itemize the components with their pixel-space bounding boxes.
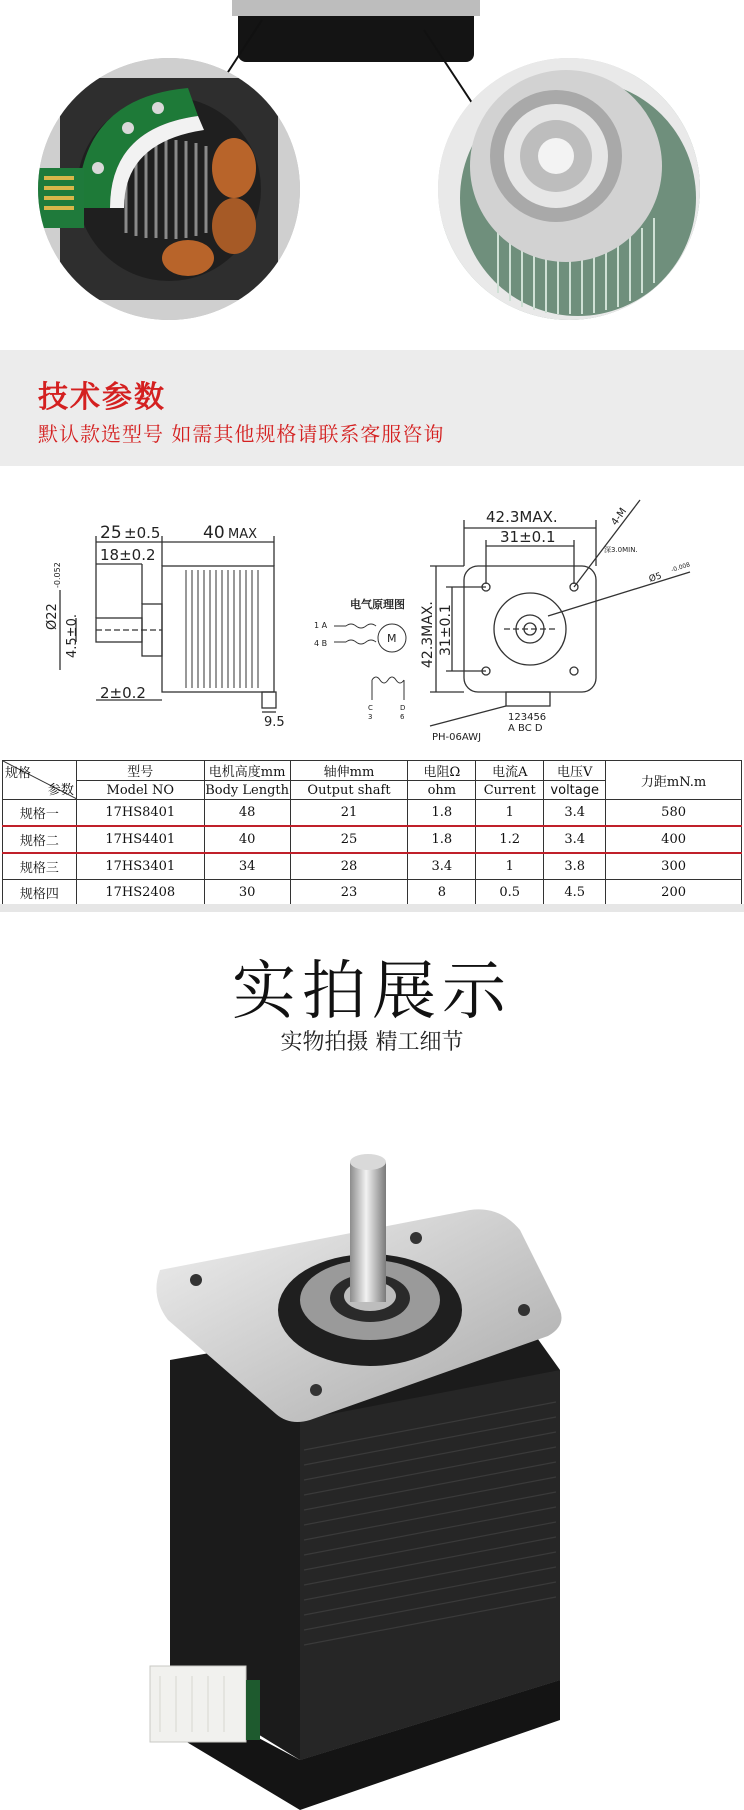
table-bottom-shadow <box>0 904 744 912</box>
cell-resistance: 1.8 <box>408 800 476 827</box>
cell-resistance: 1.8 <box>408 826 476 853</box>
dim-40: 40 <box>203 523 225 543</box>
dim-5-tol: -0.008 <box>670 561 692 574</box>
header-cn-length: 电机高度mm <box>204 761 290 781</box>
row-label: 规格三 <box>3 853 77 880</box>
wiring-6: 6 <box>400 713 405 721</box>
spec-table <box>2 760 742 906</box>
wiring-title: 电气原理图 <box>350 598 405 611</box>
dim-40-max: MAX <box>228 527 258 542</box>
cell-shaft: 25 <box>290 826 408 853</box>
wiring-c: C <box>368 704 373 712</box>
tech-params-title: 技术参数 <box>38 380 166 415</box>
cell-length: 48 <box>204 800 290 827</box>
cell-torque: 400 <box>606 826 742 853</box>
connector-name: PH-06AWJ <box>432 732 482 743</box>
cell-current: 0.5 <box>476 880 544 906</box>
side-view <box>60 536 276 712</box>
dim-31-top: 31±0.1 <box>500 528 556 546</box>
wiring-3: 3 <box>368 713 373 721</box>
cell-model: 17HS4401 <box>76 826 204 853</box>
cell-resistance: 8 <box>408 880 476 906</box>
dim-45: 4.5±0. <box>65 614 80 658</box>
header-cn-voltage: 电压V <box>544 761 606 781</box>
table-row <box>3 800 742 827</box>
header-en-voltage: voltage <box>544 781 606 800</box>
header-en-length: Body Length <box>205 782 290 798</box>
cell-torque: 300 <box>606 853 742 880</box>
corner-bottom-label: 参数 <box>47 783 74 798</box>
dim-25-tol: ±0.5 <box>124 524 161 542</box>
photo-section-subtitle: 实物拍摄 精工细节 <box>280 1030 464 1055</box>
detail-photo-area <box>0 0 744 340</box>
table-row <box>3 880 742 906</box>
cell-shaft: 23 <box>290 880 408 906</box>
dim-2: 2±0.2 <box>100 684 146 702</box>
dim-423-side: 42.3MAX. <box>420 601 436 668</box>
corner-top-label: 规格 <box>5 766 32 781</box>
cell-voltage: 3.8 <box>544 853 606 880</box>
table-row <box>3 853 742 880</box>
cell-length: 40 <box>204 826 290 853</box>
cell-voltage: 3.4 <box>544 800 606 827</box>
dim-423-top: 42.3MAX. <box>486 508 558 526</box>
connector-pins: 123456 <box>508 712 547 723</box>
dim-25: 25 <box>100 523 122 543</box>
cell-model: 17HS8401 <box>76 800 204 827</box>
motor-photo <box>0 1120 744 1810</box>
cell-current: 1 <box>476 853 544 880</box>
table-corner-cell <box>3 761 77 800</box>
cell-voltage: 3.4 <box>544 826 606 853</box>
header-cn-current: 电流A <box>476 761 544 781</box>
header-en-resistance: ohm <box>408 781 476 800</box>
cell-voltage: 4.5 <box>544 880 606 906</box>
dim-5: Ø5 <box>647 571 664 585</box>
wiring-d: D <box>400 704 406 712</box>
cell-resistance: 3.4 <box>408 853 476 880</box>
tech-params-subtitle: 默认款选型号 如需其他规格请联系客服咨询 <box>38 422 445 446</box>
dim-18: 18±0.2 <box>100 546 156 564</box>
dim-3min: 深3.0MIN. <box>604 546 638 554</box>
cell-current: 1 <box>476 800 544 827</box>
dim-31-side: 31±0.1 <box>438 604 454 656</box>
table-row <box>3 826 742 853</box>
cell-current: 1.2 <box>476 826 544 853</box>
cell-model: 17HS3401 <box>76 853 204 880</box>
header-cn-torque: 力距mN.m <box>606 761 742 800</box>
header-en-shaft: Output shaft <box>290 781 408 800</box>
dim-4m: 4-M <box>609 506 630 528</box>
row-label: 规格二 <box>3 826 77 853</box>
header-en-current: Current <box>476 781 544 800</box>
dim-22-tol: -0.052 <box>53 562 62 588</box>
rotor-detail-image <box>438 58 700 320</box>
row-label: 规格四 <box>3 880 77 906</box>
cell-torque: 580 <box>606 800 742 827</box>
dim-95: 9.5 <box>264 715 285 730</box>
connector-letters: A BC D <box>508 723 543 734</box>
wiring-m: M <box>387 632 397 645</box>
wiring-1a: 1 A <box>314 621 328 630</box>
cell-torque: 200 <box>606 880 742 906</box>
cell-length: 30 <box>204 880 290 906</box>
header-en-model: Model NO <box>76 781 204 800</box>
photo-section-title: 实拍展示 <box>232 955 512 1029</box>
stator-detail-image <box>38 58 300 320</box>
front-view <box>430 500 690 726</box>
wiring-4b: 4 B <box>314 639 328 648</box>
cell-model: 17HS2408 <box>76 880 204 906</box>
dimension-drawing <box>0 480 744 752</box>
row-label: 规格一 <box>3 800 77 827</box>
header-cn-model: 型号 <box>76 761 204 781</box>
header-cn-shaft: 轴伸mm <box>290 761 408 781</box>
dim-22: Ø22 <box>45 603 60 630</box>
cell-shaft: 21 <box>290 800 408 827</box>
header-cn-resistance: 电阻Ω <box>408 761 476 781</box>
cell-shaft: 28 <box>290 853 408 880</box>
cell-length: 34 <box>204 853 290 880</box>
